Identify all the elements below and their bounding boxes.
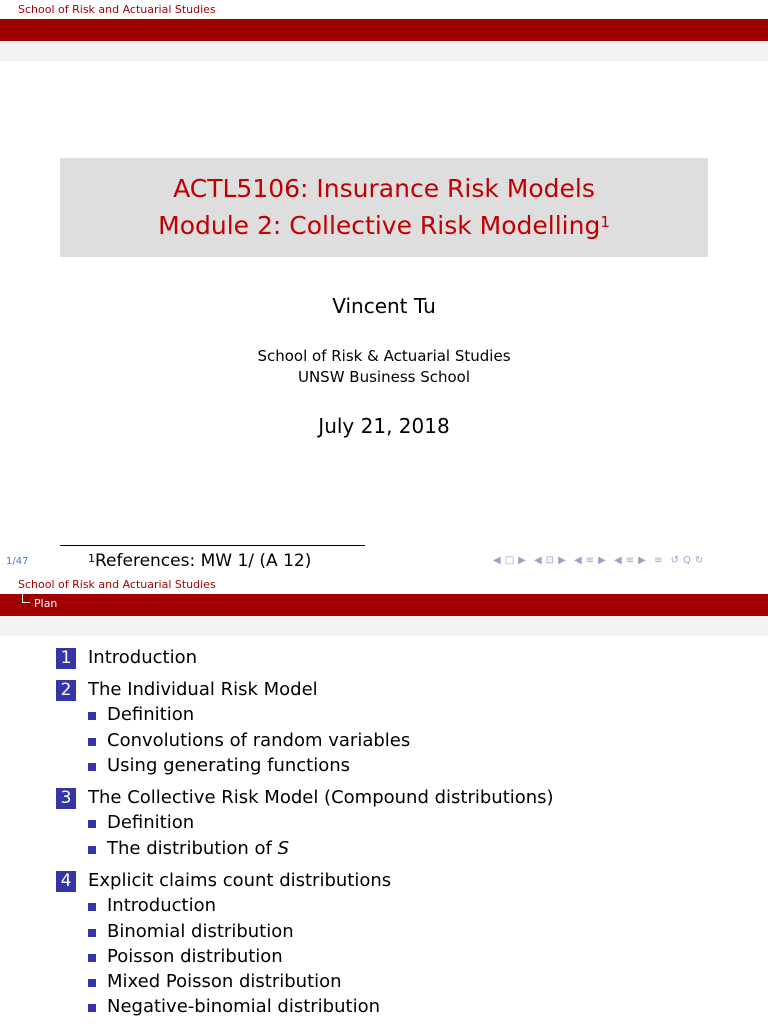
subsection-title: Convolutions of random variables [107,730,411,751]
title-line-2 [60,207,708,244]
beamer-navigation[interactable] [493,555,707,566]
date: July 21, 2018 [318,414,450,438]
title-box [60,158,708,257]
subsection-title: Using generating functions [107,755,351,776]
title-line-1: ACTL5106: Insurance Risk Models [173,174,595,203]
header-grey-bar [0,41,768,61]
bullet-square-icon [88,979,96,987]
nav-next-section-icon[interactable]: ▶ [598,555,607,566]
nav-prev-subsection-icon[interactable]: ◀ [534,555,543,566]
bullet-square-icon [88,903,96,911]
section-label-text: Plan [34,597,58,610]
institution-line-1: School of Risk & Actuarial Studies [257,347,511,365]
header-grey-bar [0,616,768,636]
bullet-square-icon [88,763,96,771]
title-line-2-text: Module 2: Collective Risk Modelling [158,211,601,240]
bullet-square-icon [88,846,96,854]
subsection-title: Definition [107,812,195,833]
subsection-title: Definition [107,704,195,725]
bullet-square-icon [88,820,96,828]
title-footnote-mark: 1 [600,213,610,231]
footnote [88,549,311,573]
subsection-title: Binomial distribution [107,921,294,942]
nav-next-subsection-icon[interactable]: ▶ [558,555,567,566]
section-label [20,596,57,612]
plan-slide [0,575,768,1024]
page-number: 1/47 [6,556,29,567]
institution-line-2: UNSW Business School [297,368,471,386]
bullet-square-icon [88,712,96,720]
nav-subsection-icon[interactable]: ⊡ [545,555,556,566]
bullet-square-icon [88,929,96,937]
bullet-square-icon [88,738,96,746]
section-title: The Collective Risk Model (Compound distributions) [88,787,554,808]
nav-part-icon[interactable]: ≡ [625,555,636,566]
bullet-square-icon [88,954,96,962]
author: Vincent Tu [332,294,436,318]
slide-header: School of Risk and Actuarial Studies [18,578,216,591]
header-red-bar [0,594,768,616]
section-number: 3 [56,788,76,809]
nav-frame-icon[interactable]: □ [504,555,516,566]
math-symbol-S: S [277,838,290,859]
footnote-rule [60,545,365,546]
slide-header: School of Risk and Actuarial Studies [18,3,216,16]
subsection-title: Introduction [107,895,217,916]
section-title: Explicit claims count distributions [88,870,392,891]
section-number: 1 [56,648,76,669]
section-number: 4 [56,871,76,892]
subsection-title: Mixed Poisson distribution [107,971,342,992]
nav-next-frame-icon[interactable]: ▶ [518,555,527,566]
subsection-title: Poisson distribution [107,946,283,967]
nav-search-icon[interactable]: Q [682,555,692,566]
subsection-title: Negative-binomial distribution [107,996,380,1017]
nav-back-icon[interactable]: ↺ [670,555,680,566]
section-number: 2 [56,680,76,701]
nav-forward-icon[interactable]: ↻ [694,555,705,566]
section-title: The Individual Risk Model [88,679,318,700]
subsection-title-text: The distribution of [107,838,278,859]
header-red-bar [0,19,768,41]
nav-align-icon[interactable]: ≡ [654,555,664,566]
subsection-title [107,838,289,860]
section-title: Introduction [88,647,198,668]
footnote-mark: 1 [88,552,95,565]
nav-prev-part-icon[interactable]: ◀ [614,555,623,566]
nav-prev-section-icon[interactable]: ◀ [574,555,583,566]
bullet-square-icon [88,1004,96,1012]
footnote-text: References: MW 1/ (A 12) [95,551,312,571]
nav-prev-frame-icon[interactable]: ◀ [493,555,502,566]
nav-next-part-icon[interactable]: ▶ [638,555,647,566]
nav-section-icon[interactable]: ≡ [585,555,596,566]
